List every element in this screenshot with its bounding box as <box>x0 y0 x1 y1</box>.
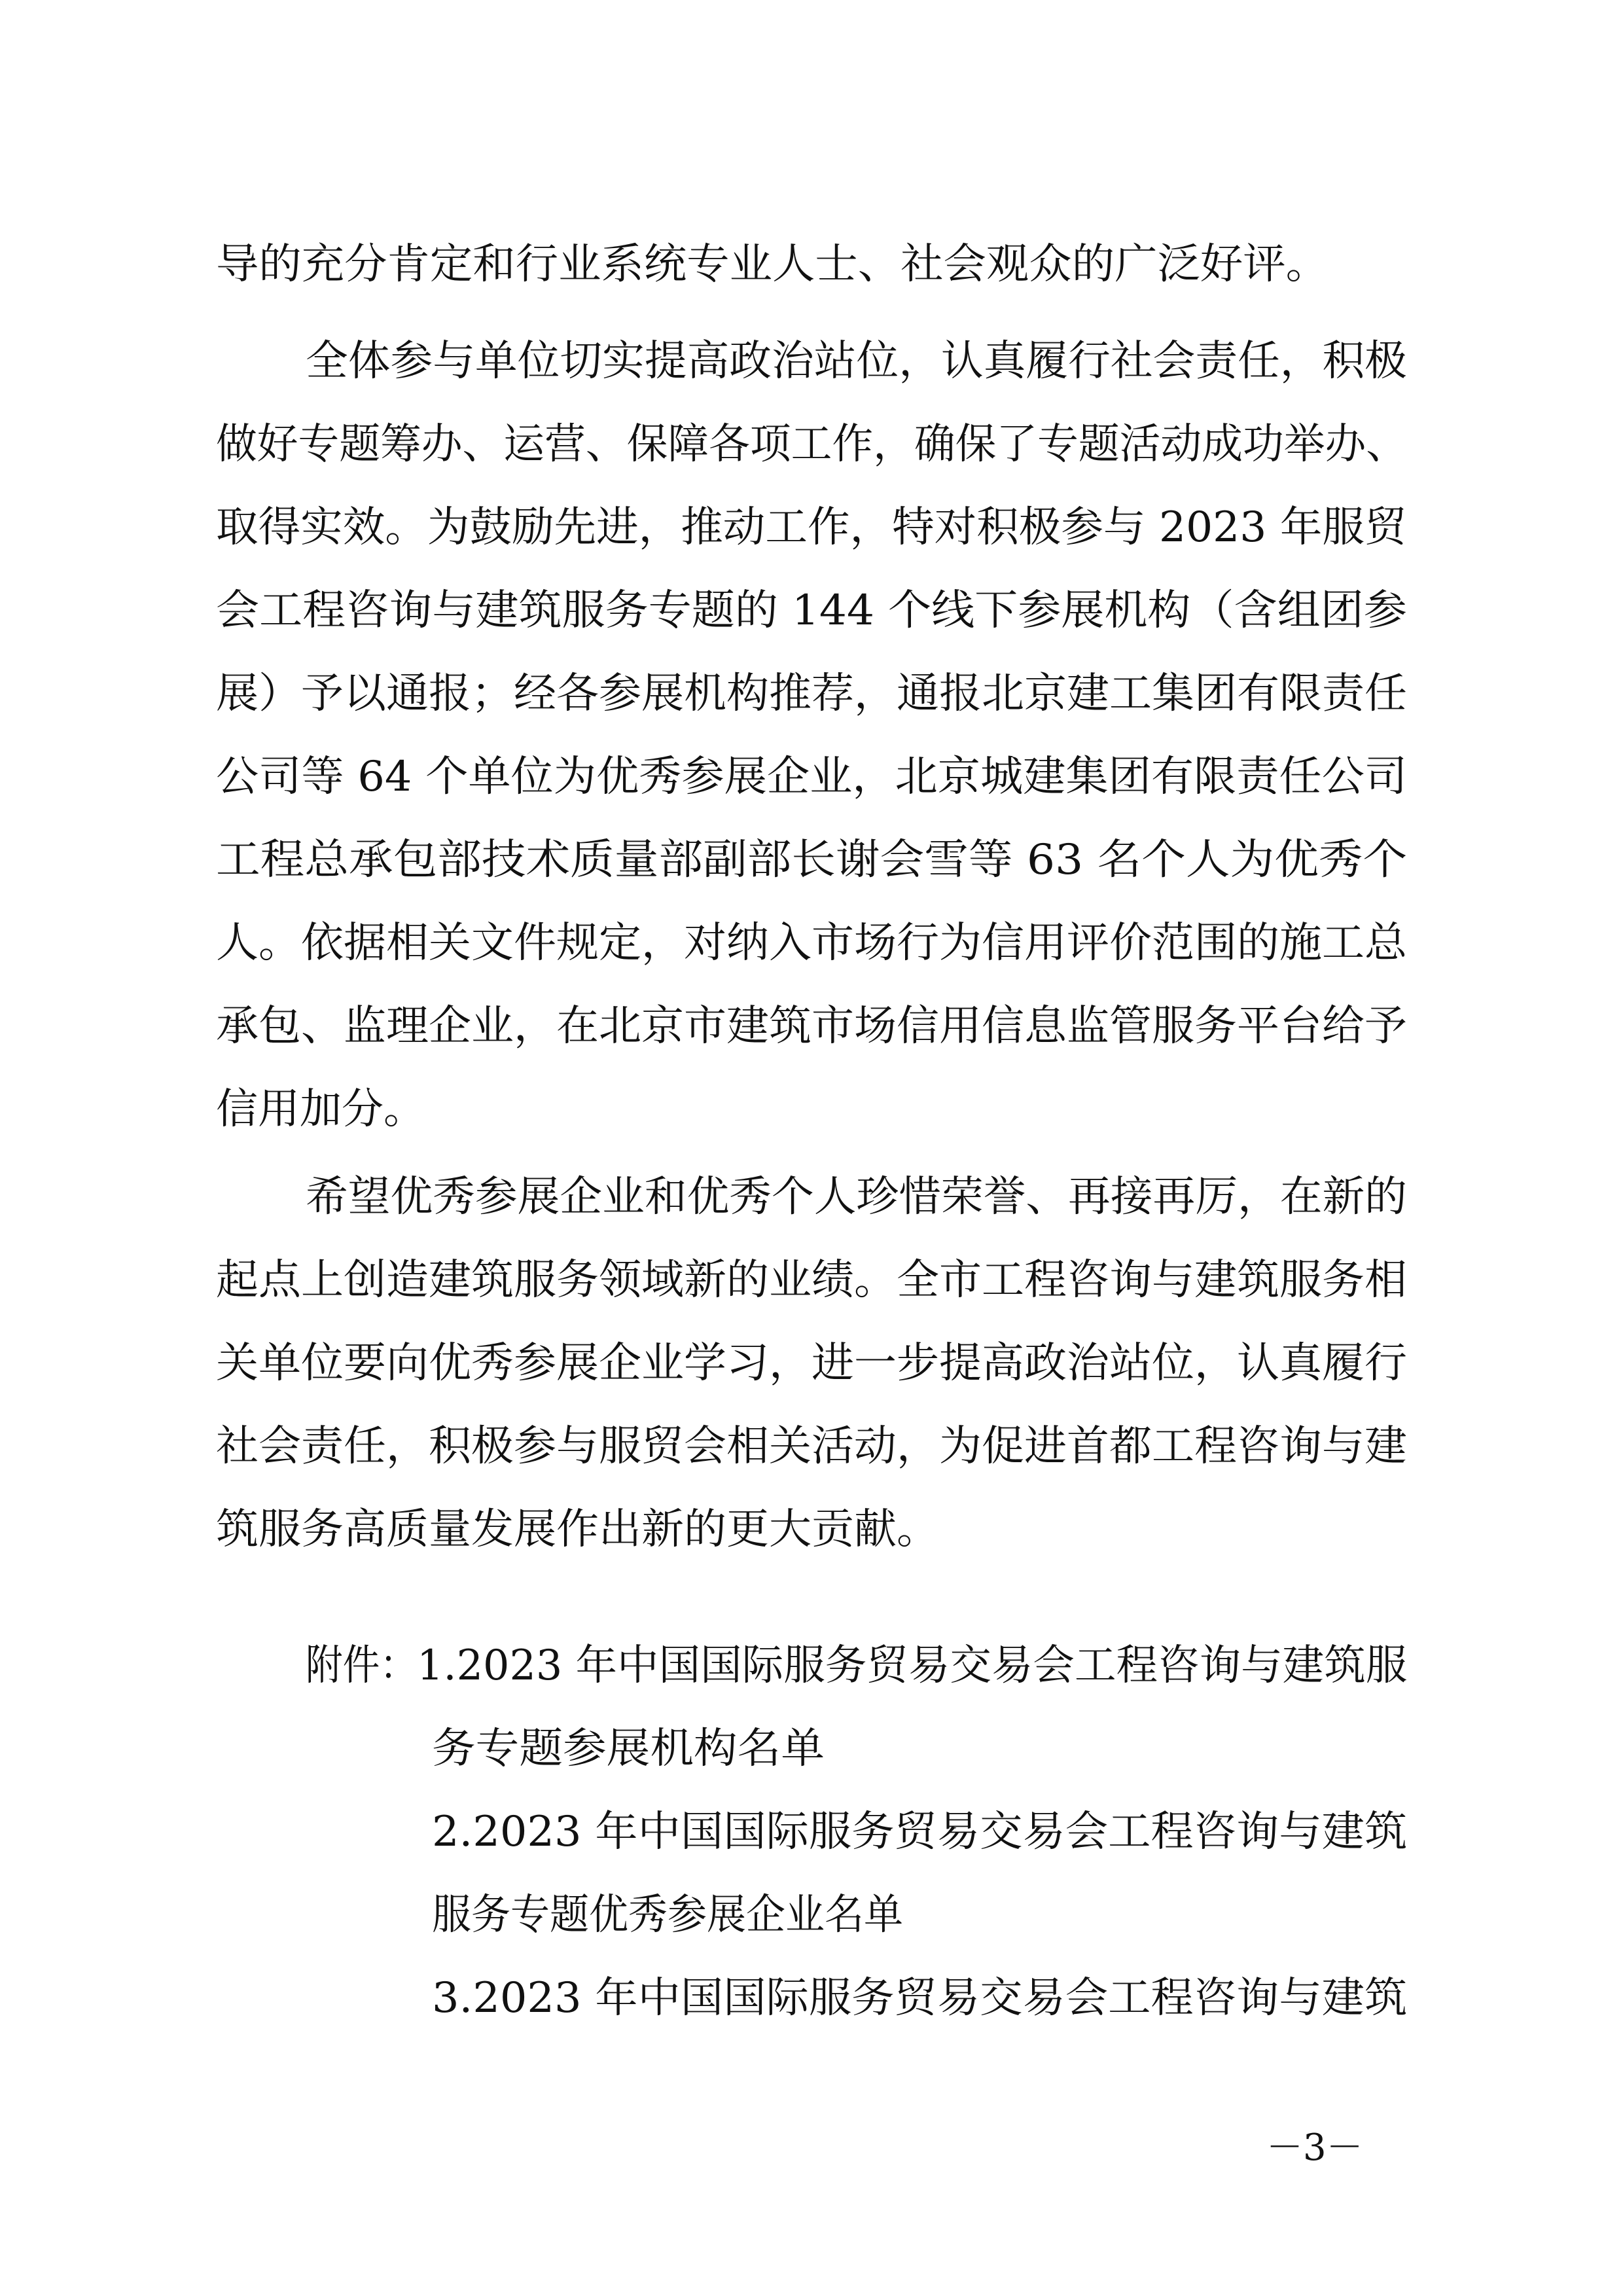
paragraph-line: 筑服务高质量发展作出新的更大贡献。 <box>216 1505 939 1554</box>
paragraph-line: 展）予以通报；经各参展机构推荐，通报北京建工集团有限责任 <box>216 670 1407 718</box>
paragraph-line: 公司等 64 个单位为优秀参展企业，北京城建集团有限责任公司 <box>216 753 1408 801</box>
paragraph-line: 导的充分肯定和行业系统专业人士、社会观众的广泛好评。 <box>216 240 1329 289</box>
paragraph-line: 取得实效。为鼓励先进，推动工作，特对积极参与 2023 年服贸 <box>216 503 1407 552</box>
attachment-line: 务专题参展机构名单 <box>432 1725 825 1773</box>
paragraph-line: 工程总承包部技术质量部副部长谢会雪等 63 名个人为优秀个 <box>216 836 1408 884</box>
paragraph-line: 起点上创造建筑服务领域新的业绩。全市工程咨询与建筑服务相 <box>216 1256 1407 1304</box>
page-number: －3－ <box>1266 2126 1363 2169</box>
paragraph-line: 社会责任，积极参与服贸会相关活动，为促进首都工程咨询与建 <box>216 1422 1407 1471</box>
paragraph-line: 人。依据相关文件规定，对纳入市场行为信用评价范围的施工总 <box>216 919 1407 967</box>
paragraph-line: 做好专题筹办、运营、保障各项工作，确保了专题活动成功举办、 <box>216 420 1407 469</box>
paragraph-line: 关单位要向优秀参展企业学习，进一步提高政治站位，认真履行 <box>216 1339 1407 1388</box>
paragraph-line: 承包、监理企业，在北京市建筑市场信用信息监管服务平台给予 <box>216 1002 1407 1050</box>
attachment-line: 1.2023 年中国国际服务贸易交易会工程咨询与建筑服 <box>417 1641 1408 1690</box>
paragraph-line: 信用加分。 <box>216 1085 425 1134</box>
paragraph-line: 全体参与单位切实提高政治站位，认真履行社会责任，积极 <box>306 337 1407 386</box>
attachment-line: 3.2023 年中国国际服务贸易交易会工程咨询与建筑 <box>432 1974 1408 2022</box>
attachment-line: 2.2023 年中国国际服务贸易交易会工程咨询与建筑 <box>432 1808 1408 1856</box>
paragraph-line: 希望优秀参展企业和优秀个人珍惜荣誉、再接再厉，在新的 <box>306 1173 1407 1221</box>
paragraph-line: 会工程咨询与建筑服务专题的 144 个线下参展机构（含组团参 <box>216 586 1407 635</box>
attachment-line: 服务专题优秀参展企业名单 <box>432 1891 903 1939</box>
attachments-label: 附件： <box>306 1641 417 1690</box>
